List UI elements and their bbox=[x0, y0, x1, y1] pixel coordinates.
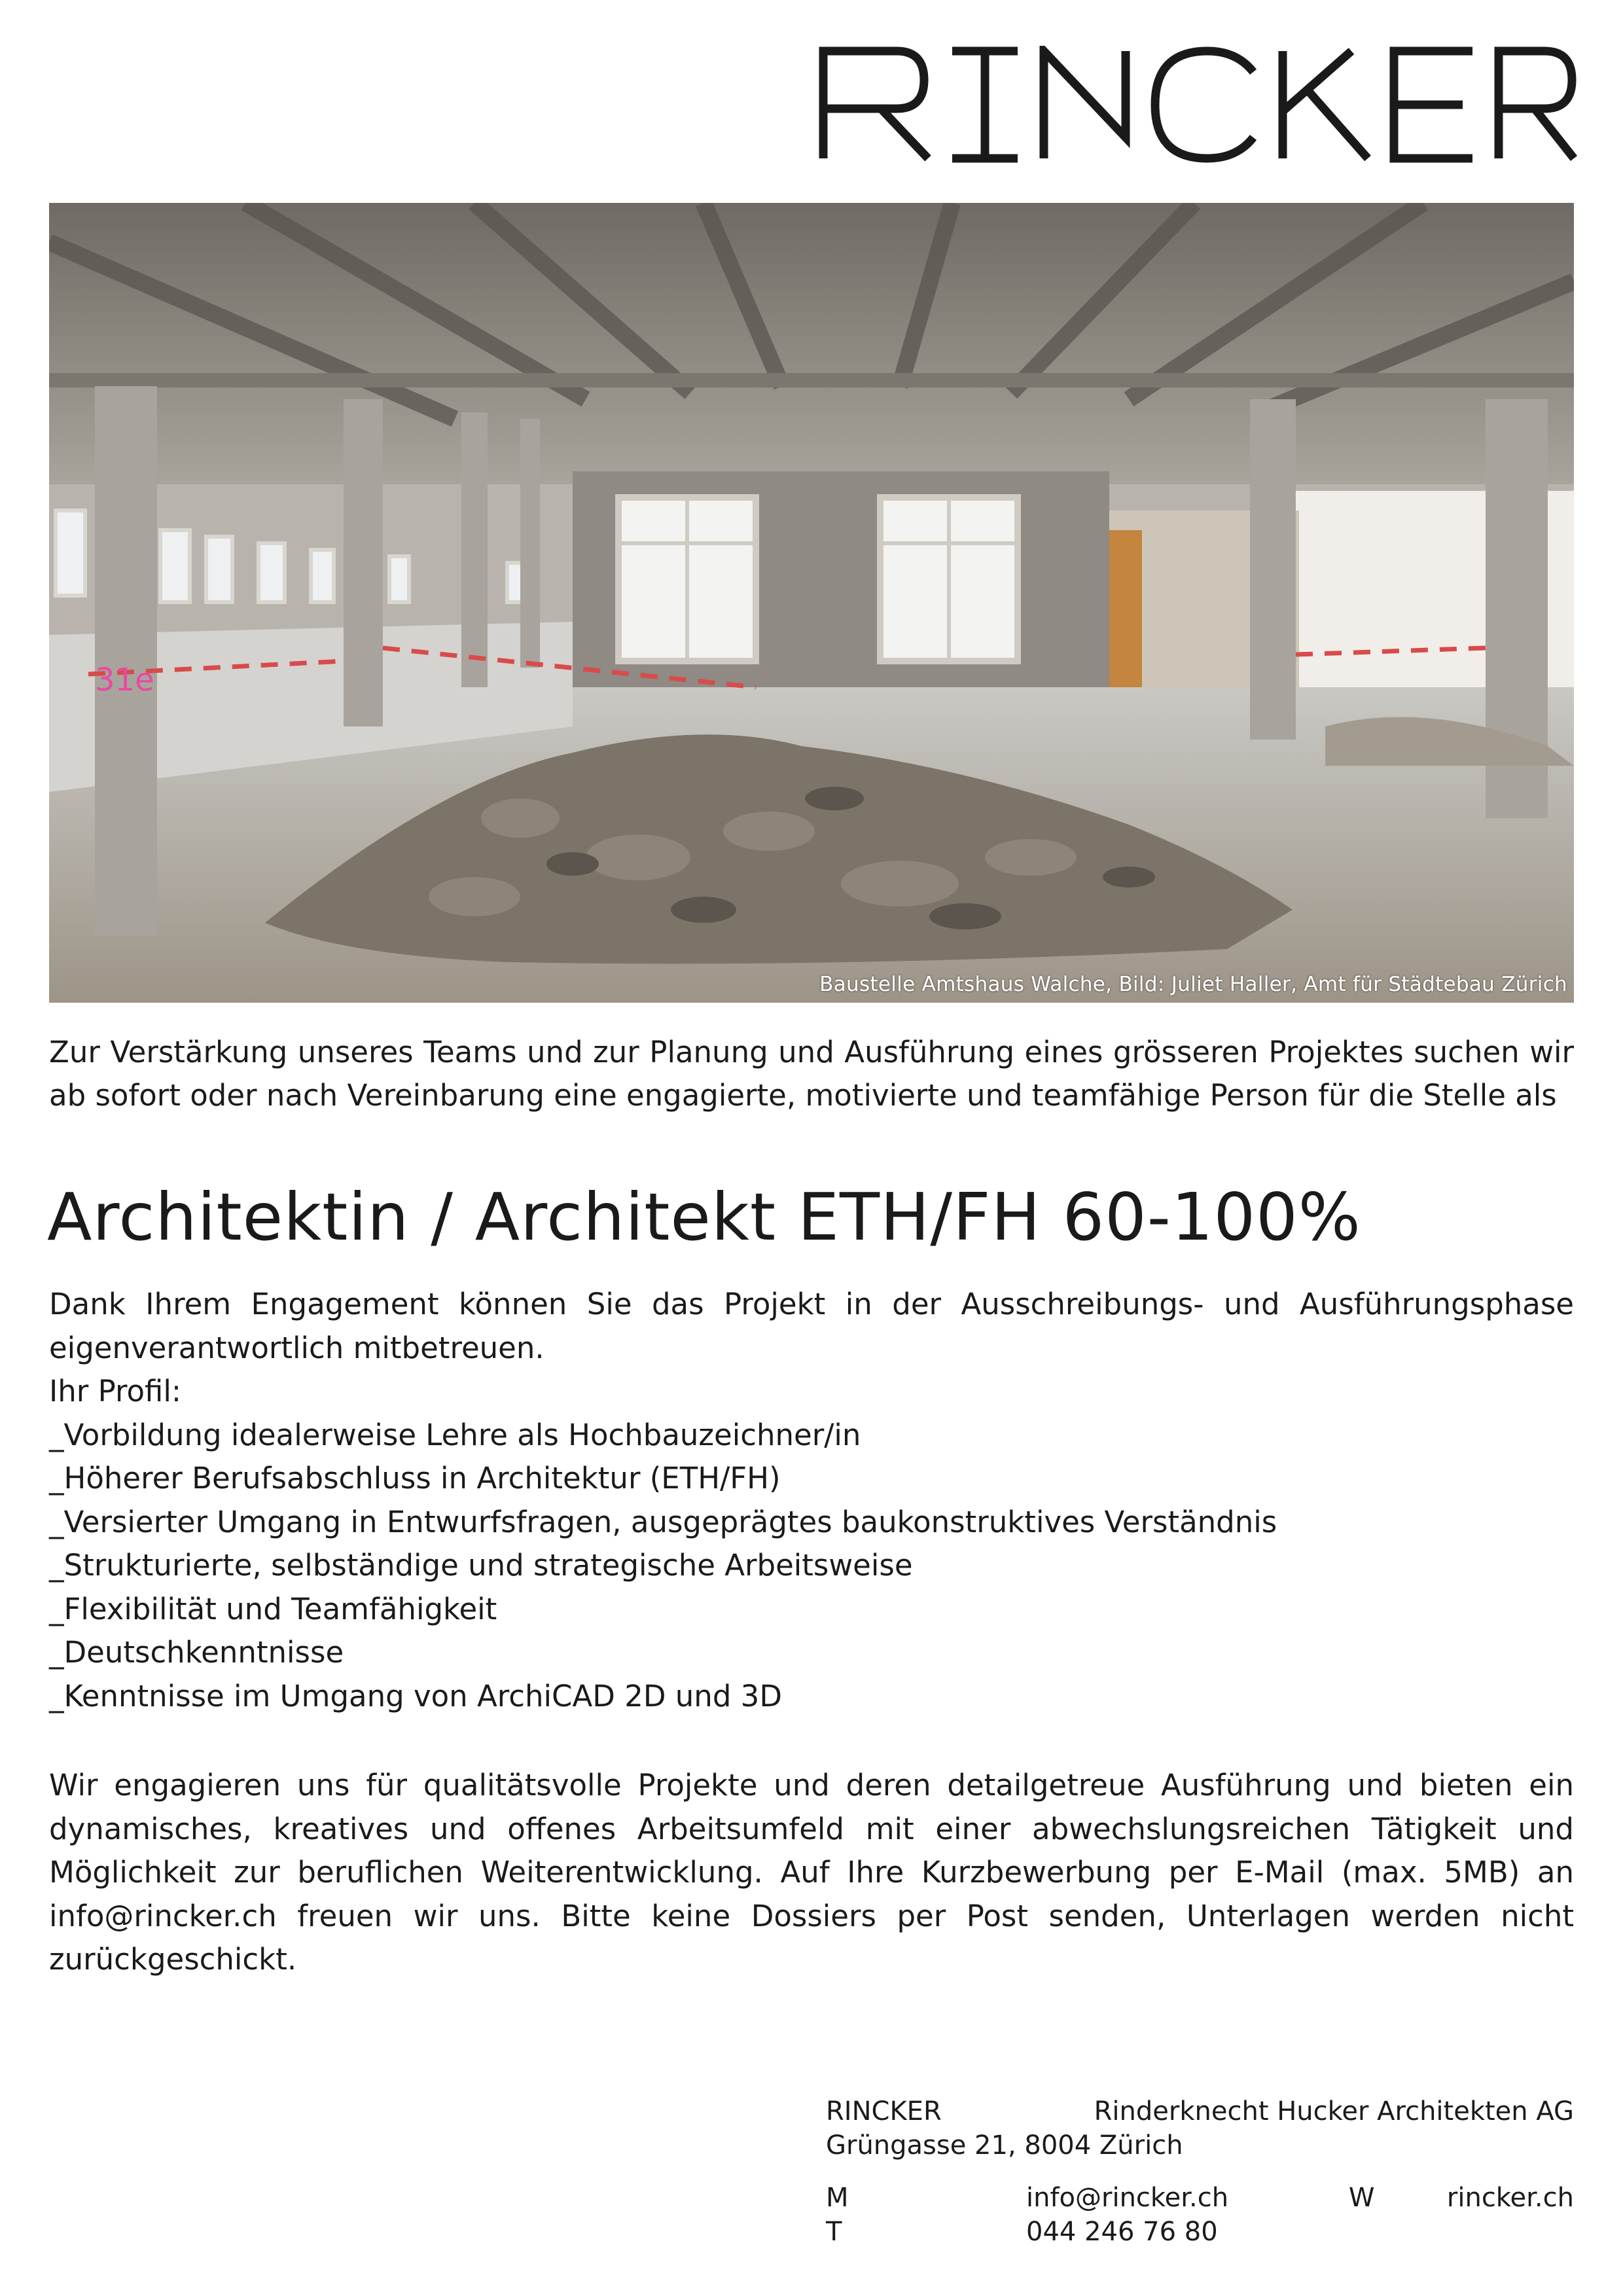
profile-item: _Flexibilität und Teamfähigkeit bbox=[49, 1591, 497, 1626]
profile-title: Ihr Profil: bbox=[49, 1374, 181, 1408]
footer-company: Rinderknecht Hucker Architekten AG bbox=[1094, 2096, 1574, 2126]
job-description bbox=[49, 1283, 1574, 1718]
footer-short-name: RINCKER bbox=[826, 2096, 942, 2126]
footer-website[interactable]: rincker.ch bbox=[1446, 2183, 1574, 2213]
profile-item: _Versierter Umgang in Entwurfsfragen, ausgeprägtes baukonstruktives Verständnis bbox=[49, 1504, 1277, 1539]
mail-label: M bbox=[826, 2183, 849, 2213]
intro-paragraph: Zur Verstärkung unseres Teams und zur Planung und Ausführung eines grösseren Projektes suchen wir ab sofort oder nach Vereinbarung eine engagierte, motivierte und teamfähige Person für die Stelle als bbox=[49, 1035, 1574, 1113]
footer-email[interactable]: info@rincker.ch bbox=[1026, 2183, 1229, 2213]
floor-marking: 31e bbox=[95, 662, 154, 698]
footer-phone[interactable]: 044 246 76 80 bbox=[1026, 2217, 1218, 2247]
rincker-logo bbox=[818, 46, 1577, 164]
photo-caption: Baustelle Amtshaus Walche, Bild: Juliet Haller, Amt für Städtebau Zürich bbox=[819, 973, 1567, 996]
footer-address: Grüngasse 21, 8004 Zürich bbox=[826, 2130, 1183, 2161]
job-title: Architektin / Architekt ETH/FH 60-100% bbox=[47, 1179, 1361, 1255]
phone-label: T bbox=[826, 2217, 842, 2247]
description-text: Dank Ihrem Engagement können Sie das Projekt in der Ausschreibungs- und Ausführungsphase eigenverantwortlich mitbetreuen. bbox=[49, 1287, 1574, 1365]
profile-item: _Deutschkenntnisse bbox=[49, 1635, 344, 1670]
closing-paragraph: Wir engagieren uns für qualitätsvolle Projekte und deren detailgetreue Ausführung und bieten ein dynamisches, kreatives und offenes Arbeitsumfeld mit einer abwechslungsreichen Tätigkeit und Möglichkeit zur beruflichen Weiterentwicklung. Auf Ihre Kurzbewerbung per E-Mail (max. 5MB) an info@rincker.ch freuen wir uns. Bitte keine Dossiers per Post senden, Unterlagen werden nicht zurückgeschickt. bbox=[49, 1768, 1574, 1977]
profile-item: _Kenntnisse im Umgang von ArchiCAD 2D und 3D bbox=[49, 1678, 782, 1713]
profile-item: _Strukturierte, selbständige und strategische Arbeitsweise bbox=[49, 1548, 913, 1583]
profile-item: _Höherer Berufsabschluss in Architektur (ETH/FH) bbox=[49, 1461, 781, 1496]
contact-footer bbox=[826, 2094, 1574, 2249]
profile-item: _Vorbildung idealerweise Lehre als Hochbauzeichner/in bbox=[49, 1417, 861, 1452]
web-label: W bbox=[1348, 2183, 1375, 2213]
site-photo bbox=[49, 203, 1574, 1003]
